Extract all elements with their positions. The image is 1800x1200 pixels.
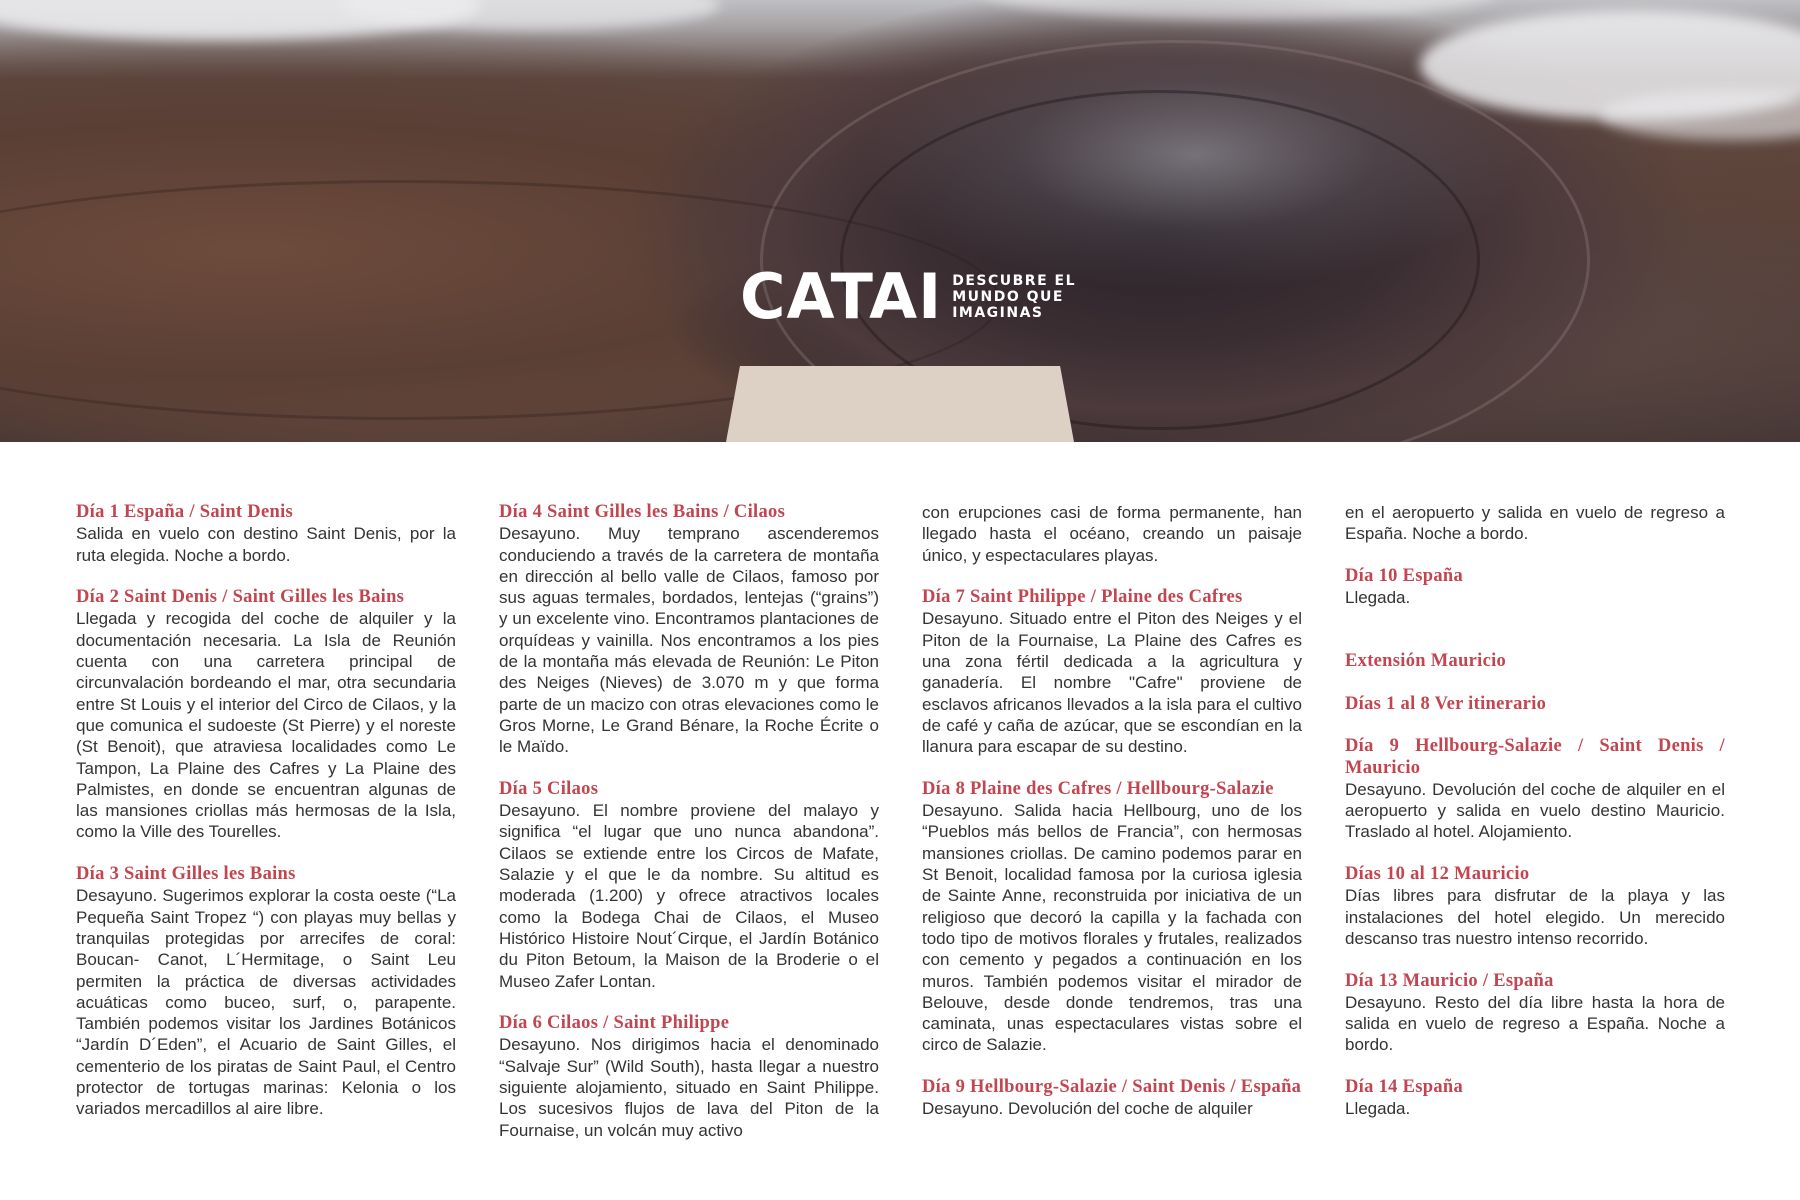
day-section bbox=[922, 1077, 1302, 1120]
day-heading: Día 13 Mauricio / España bbox=[1345, 970, 1554, 991]
day-heading: Día 2 Saint Denis / Saint Gilles les Bains bbox=[76, 587, 405, 608]
brand-tagline bbox=[952, 273, 1076, 321]
day-description: Desayuno. El nombre proviene del malayo y significa “el lugar que uno nunca abandona”. Cilaos se extiende entre los Circos de Mafate, Salazie y el que le da nombre. Su altitud es moderada (1.200) y ofrece atractivos locales como la Bodega Chai de Cilaos, el Museo Histórico Histoire Nout´Cirque, el Jardín Botánico du Piton Betoum, la Maison de la Broderie o el Museo Zafer Lontan. bbox=[499, 801, 879, 991]
day-heading: Día 1 España / Saint Denis bbox=[76, 502, 294, 522]
day-heading: Día 9 Hellbourg-Salazie / Saint Denis / Mauricio bbox=[1345, 736, 1725, 778]
brand-tagline-line-2: MUNDO QUE bbox=[952, 289, 1064, 305]
brand-tagline-line-3: IMAGINAS bbox=[952, 305, 1044, 321]
day-heading: Día 3 Saint Gilles les Bains bbox=[76, 864, 296, 885]
day-heading: Días 1 al 8 Ver itinerario bbox=[1345, 693, 1547, 714]
day-section bbox=[922, 587, 1302, 757]
day-section bbox=[922, 779, 1302, 1056]
day-description: Desayuno. Muy temprano ascenderemos conduciendo a través de la carretera de montaña en dirección al bello valle de Cilaos, famoso por sus aguas termales, bordados, lentejas (“grains”) y un excelente vino. Encontramos plantaciones de orquídeas y vainilla. Nos encontramos a los pies de la montaña más elevada de Reunión: Le Piton des Neiges (Nieves) de 3.070 m y que forma parte de un macizo con otras elevaciones como le Gros Morne, Le Grand Bénare, la Roche Écrite o le Maïdo. bbox=[499, 524, 879, 757]
itinerary-column-2 bbox=[499, 502, 879, 1162]
day-description: Llegada. bbox=[1345, 588, 1411, 608]
brand-tagline-line-1: DESCUBRE EL bbox=[952, 273, 1076, 289]
extension-heading: Extensión Mauricio bbox=[1345, 651, 1507, 672]
day-description: Desayuno. Nos dirigimos hacia el denominado “Salvaje Sur” (Wild South), hasta llegar a nuestro siguiente alojamiento, situado en Saint Philippe. Los sucesivos flujos de lava del Piton de la Fournaise, un volcán muy activo bbox=[499, 1035, 879, 1140]
day-section bbox=[499, 502, 879, 758]
day-section bbox=[499, 1013, 879, 1141]
day-section bbox=[1345, 566, 1725, 609]
day-heading: Día 4 Saint Gilles les Bains / Cilaos bbox=[499, 502, 786, 522]
day-description: Desayuno. Resto del día libre hasta la hora de salida en vuelo de regreso a España. Noche a bordo. bbox=[1345, 992, 1725, 1055]
continued-text bbox=[1345, 502, 1725, 545]
day-section bbox=[1345, 694, 1725, 715]
day-description: Desayuno. Devolución del coche de alquiler bbox=[922, 1099, 1253, 1119]
day-heading: Día 6 Cilaos / Saint Philippe bbox=[499, 1013, 730, 1034]
itinerary-column-1 bbox=[76, 502, 456, 1141]
itinerary-column-4 bbox=[1345, 502, 1725, 1141]
day-description: Llegada. bbox=[1345, 1099, 1411, 1119]
day-heading: Día 5 Cilaos bbox=[499, 778, 599, 799]
day-description: Salida en vuelo con destino Saint Denis, por la ruta elegida. Noche a bordo. bbox=[76, 524, 456, 565]
brand-logo bbox=[740, 260, 1076, 333]
brand-name: CATAI bbox=[740, 260, 943, 333]
day-description: Desayuno. Sugerimos explorar la costa oeste (“La Pequeña Saint Tropez “) con playas muy bellas y tranquilas protegidas por arrecifes de coral: Boucan- Canot, L´Hermitage, o Saint Leu permiten la práctica de diversas actividades acuáticas como buceo, surf, o, parapente. También podemos visitar los Jardines Botánicos “Jardín D´Eden”, el Acuario de Saint Gilles, el cementerio de los piratas de Saint Paul, el Centro protector de tortugas marinas: Kelonia o los variados mercadillos al aire libre. bbox=[76, 886, 456, 1119]
day-section bbox=[76, 864, 456, 1120]
day-section bbox=[76, 502, 456, 566]
hero-photo bbox=[0, 0, 1800, 442]
day-description: en el aeropuerto y salida en vuelo de regreso a España. Noche a bordo. bbox=[1345, 503, 1725, 544]
day-section bbox=[1345, 736, 1725, 842]
day-heading: Día 7 Saint Philippe / Plaine des Cafres bbox=[922, 587, 1243, 608]
day-section bbox=[499, 779, 879, 992]
continued-text bbox=[922, 502, 1302, 566]
day-description: con erupciones casi de forma permanente, han llegado hasta el océano, creando un paisaje único, y espectaculares playas. bbox=[922, 503, 1302, 565]
day-description: Días libres para disfrutar de la playa y las instalaciones del hotel elegido. Un merecido descanso tras nuestro intenso recorrido. bbox=[1345, 886, 1725, 948]
day-section bbox=[1345, 971, 1725, 1056]
day-heading: Días 10 al 12 Mauricio bbox=[1345, 864, 1530, 885]
day-heading: Día 14 España bbox=[1345, 1077, 1464, 1098]
day-heading: Día 8 Plaine des Cafres / Hellbourg-Salazie bbox=[922, 778, 1274, 799]
day-description: Desayuno. Situado entre el Piton des Neiges y el Piton de la Fournaise, La Plaine des Cafres es una zona fértil dedicada a la agricultura y ganadería. El nombre "Cafre" proviene de esclavos africanos llevados a la isla para el cultivo de café y caña de azúcar, que se escondían en la llanura para escapar de su destino. bbox=[922, 609, 1302, 757]
extension-heading-section bbox=[1345, 651, 1725, 672]
day-heading: Día 10 España bbox=[1345, 565, 1464, 586]
day-section bbox=[1345, 1077, 1725, 1120]
day-section bbox=[1345, 864, 1725, 949]
day-section bbox=[76, 587, 456, 843]
day-heading: Día 9 Hellbourg-Salazie / Saint Denis / España bbox=[922, 1077, 1302, 1098]
day-description: Desayuno. Salida hacia Hellbourg, uno de los “Pueblos más bellos de Francia”, con hermosas mansiones criollas. De camino podemos parar en St Benoit, localidad famosa por la curiosa iglesia de Sainte Anne, reconstruida por iniciativa de un religioso que decoró la capilla y la fachada con todo tipo de motivos florales y frutales, realizados con cemento y pegados a continuación en los muros. También podemos visitar el mirador de Belouve, desde donde tendremos, tras una caminata, unas espectaculares vistas sobre el circo de Salazie. bbox=[922, 801, 1302, 1055]
day-description: Llegada y recogida del coche de alquiler y la documentación necesaria. La Isla de Reunión cuenta con una carretera principal de circunvalación bordeando el mar, otra secundaria entre St Louis y el interior del Circo de Cilaos, y la que comunica el sudoeste (St Pierre) y el noreste (St Benoit), que atraviesa localidades como Le Tampon, La Plaine des Cafres y La Plaine des Palmistes, en donde se encuentran algunas de las mansiones criollas más hermosas de la Isla, como la Ville des Tourelles. bbox=[76, 609, 456, 842]
itinerary-column-3 bbox=[922, 502, 1302, 1141]
day-description: Desayuno. Devolución del coche de alquiler en el aeropuerto y salida en vuelo destino Mauricio. Traslado al hotel. Alojamiento. bbox=[1345, 779, 1725, 842]
decorative-tab bbox=[726, 366, 1074, 442]
spacer bbox=[1345, 630, 1725, 651]
